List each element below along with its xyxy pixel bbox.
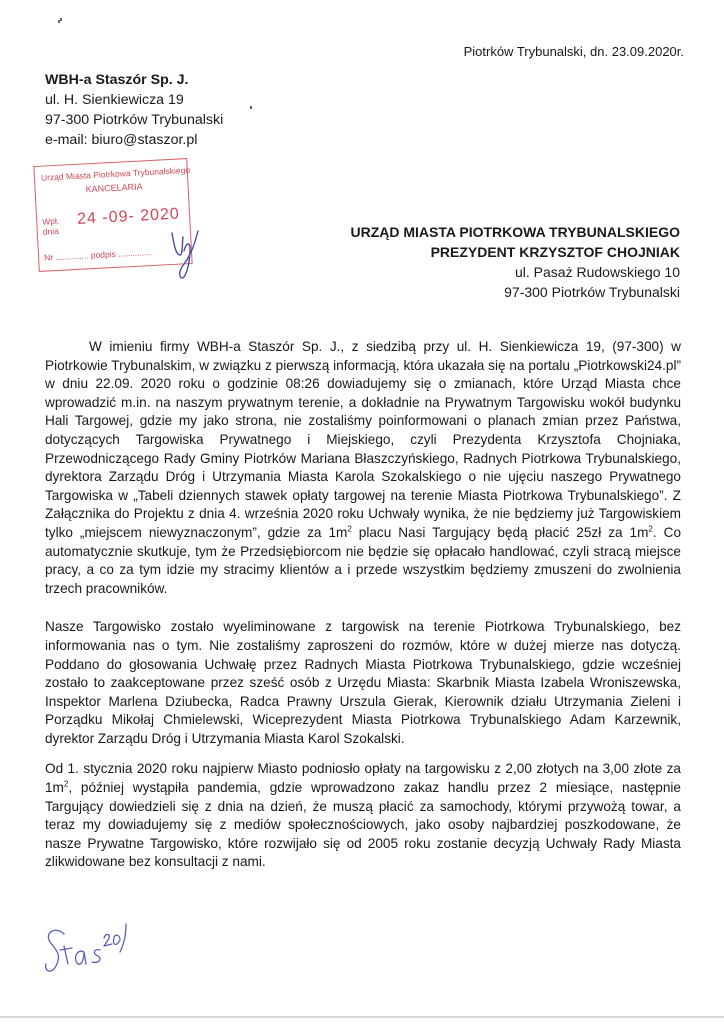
sender-street: ul. H. Sienkiewicza 19: [45, 92, 184, 108]
stamp-received-date: 24 -09- 2020: [76, 205, 181, 228]
superscript-2: 2: [648, 524, 653, 534]
stamp-received-label: [42, 216, 60, 237]
superscript-2: 2: [347, 524, 352, 534]
paragraph-1-text-c: . Co automatycznie skutkuje, tym że Przedsiębiorcom nie będzie się opłacało handlować, czyli stracą miejsce pracy, a co za tym idzie my stracimy klientów a i przede wszystkim będziemy zmuszeni do zwolnienia trzech pracowników.: [45, 524, 682, 596]
paragraph-3: [45, 760, 681, 872]
paragraph-1-text-a: W imieniu firmy WBH-a Staszór Sp. J., z siedzibą przy ul. H. Sienkiewicza 19, (97-300) w Piotrkowie Trybunalskim, w związku z pierwszą informacją, która ukazała się na portalu „Piotrkowski24.pl” w dniu 22.09. 2020 roku o godzinie 08:26 dowiadujemy się o zmianach, które Urząd Miasta chce wprowadzić m.in. na naszym prywatnym terenie, a dokładnie na Prywatnym Targowisku wokół budynku Hali Targowej, gdzie my jako strona, nie zostaliśmy poinformowani o planach zmian przez Państwa, dotyczących Targowiska Prywatnego i Miejskiego, czyli Prezydenta Krzysztofa Chojniaka, Przewodniczącego Rady Gminy Piotrków Mariana Błaszczyńskiego, Radnych Piotrkowa Trybunalskiego, dyrektora Zarządu Dróg i Utrzymania Miasta Karola Szokalskiego o nie ujęciu naszego Prywatnego Targowiska w „Tabeli dziennych stawek opłaty targowej na terenie Miasta Piotrkowa Trybunalskiego”. Z Załącznika do Projektu z dnia 4. września 2020 roku Uchwały wynika, że nie będziemy już Targowiskiem tylko „miejscem niewyznaczonym”, gdzie za 1m: [45, 339, 681, 540]
stamp-label-dnia: dnia: [42, 225, 60, 237]
superscript-2: 2: [63, 779, 69, 789]
paragraph-1: [45, 338, 681, 598]
scan-speck: [250, 106, 252, 109]
sender-block: [45, 70, 223, 150]
stamp-number-line: Nr .............. podpis ..............: [43, 247, 152, 263]
paragraph-1-text-b: placu Nasi Targujący będą płacić 25zł za 1m: [351, 524, 649, 540]
paragraph-3-text-a: Od 1. stycznia 2020 roku najpierw Miasto podniosło opłaty na targowisku z 2,00 złotych na 3,00 złote za 1m: [45, 761, 681, 796]
recipient-block: [350, 222, 680, 302]
sender-city: 97-300 Piotrków Trybunalski: [45, 112, 224, 128]
letter-body: [45, 338, 681, 884]
stamp-office: Urząd Miasta Piotrkowa Trybunalskiego: [40, 164, 191, 183]
recipient-office: URZĄD MIASTA PIOTRKOWA TRYBUNALSKIEGO: [350, 224, 680, 240]
paragraph-2: Nasze Targowisko zostało wyeliminowane z targowisk na terenie Piotrkowa Trybunalskiego, bez informowania nas o tym. Nie zostaliśmy zaproszeni do rozmów, które w dużej mierze nas dotyczą. Poddano do głosowania Uchwałę przez Radnych Miasta Piotrkowa Trybunalskiego, gdzie wcześniej zostało to zaakceptowane przez sześć osób z Urzędu Miasta: Skarbnik Miasta Izabela Wroniszewska, Inspektor Marlena Dziubecka, Radca Prawny Urszula Gierak, Kierownik działu Utrzymania Zieleni i Porządku Mikołaj Chmielewski, Wiceprezydent Miasta Piotrkowa Trybunalskiego Adam Karzewnik, dyrektor Zarządu Dróg i Utrzymania Miasta Karol Szokalski.: [45, 619, 681, 746]
place-and-date: Piotrków Trybunalski, dn. 23.09.2020r.: [463, 44, 684, 59]
recipient-person: PREZYDENT KRZYSZTOF CHOJNIAK: [430, 244, 680, 260]
initials-signature-icon: [168, 225, 202, 281]
scan-speck: [60, 18, 62, 21]
sender-name: WBH-a Staszór Sp. J.: [45, 72, 189, 88]
paragraph-3-text-b: , później wystąpiła pandemia, gdzie wprowadzono zakaz handlu przez 2 miesiące, następnie Targujący dowiedzieli się z dnia na dzień, że muszą płacić za samochody, którymi przywożą towar, a teraz my dowiadujemy się z mediów społecznościowych, jako osoby najbardziej poszkodowane, że nasze Prywatne Targowisko, które rozwijało się od 2005 roku zostanie decyzją Uchwały Rady Miasta zlikwidowane bez konsultacji z nami.: [45, 780, 681, 870]
stamp-department: KANCELARIA: [85, 181, 143, 195]
stamp-label-wpl: Wpł.: [41, 215, 60, 227]
recipient-city: 97-300 Piotrków Trybunalski: [504, 284, 680, 300]
handwritten-signature-icon: [42, 920, 132, 982]
recipient-street: ul. Pasaż Rudowskiego 10: [515, 264, 680, 280]
page-bottom-edge: [0, 1016, 724, 1018]
sender-email: e-mail: biuro@staszor.pl: [45, 132, 198, 148]
